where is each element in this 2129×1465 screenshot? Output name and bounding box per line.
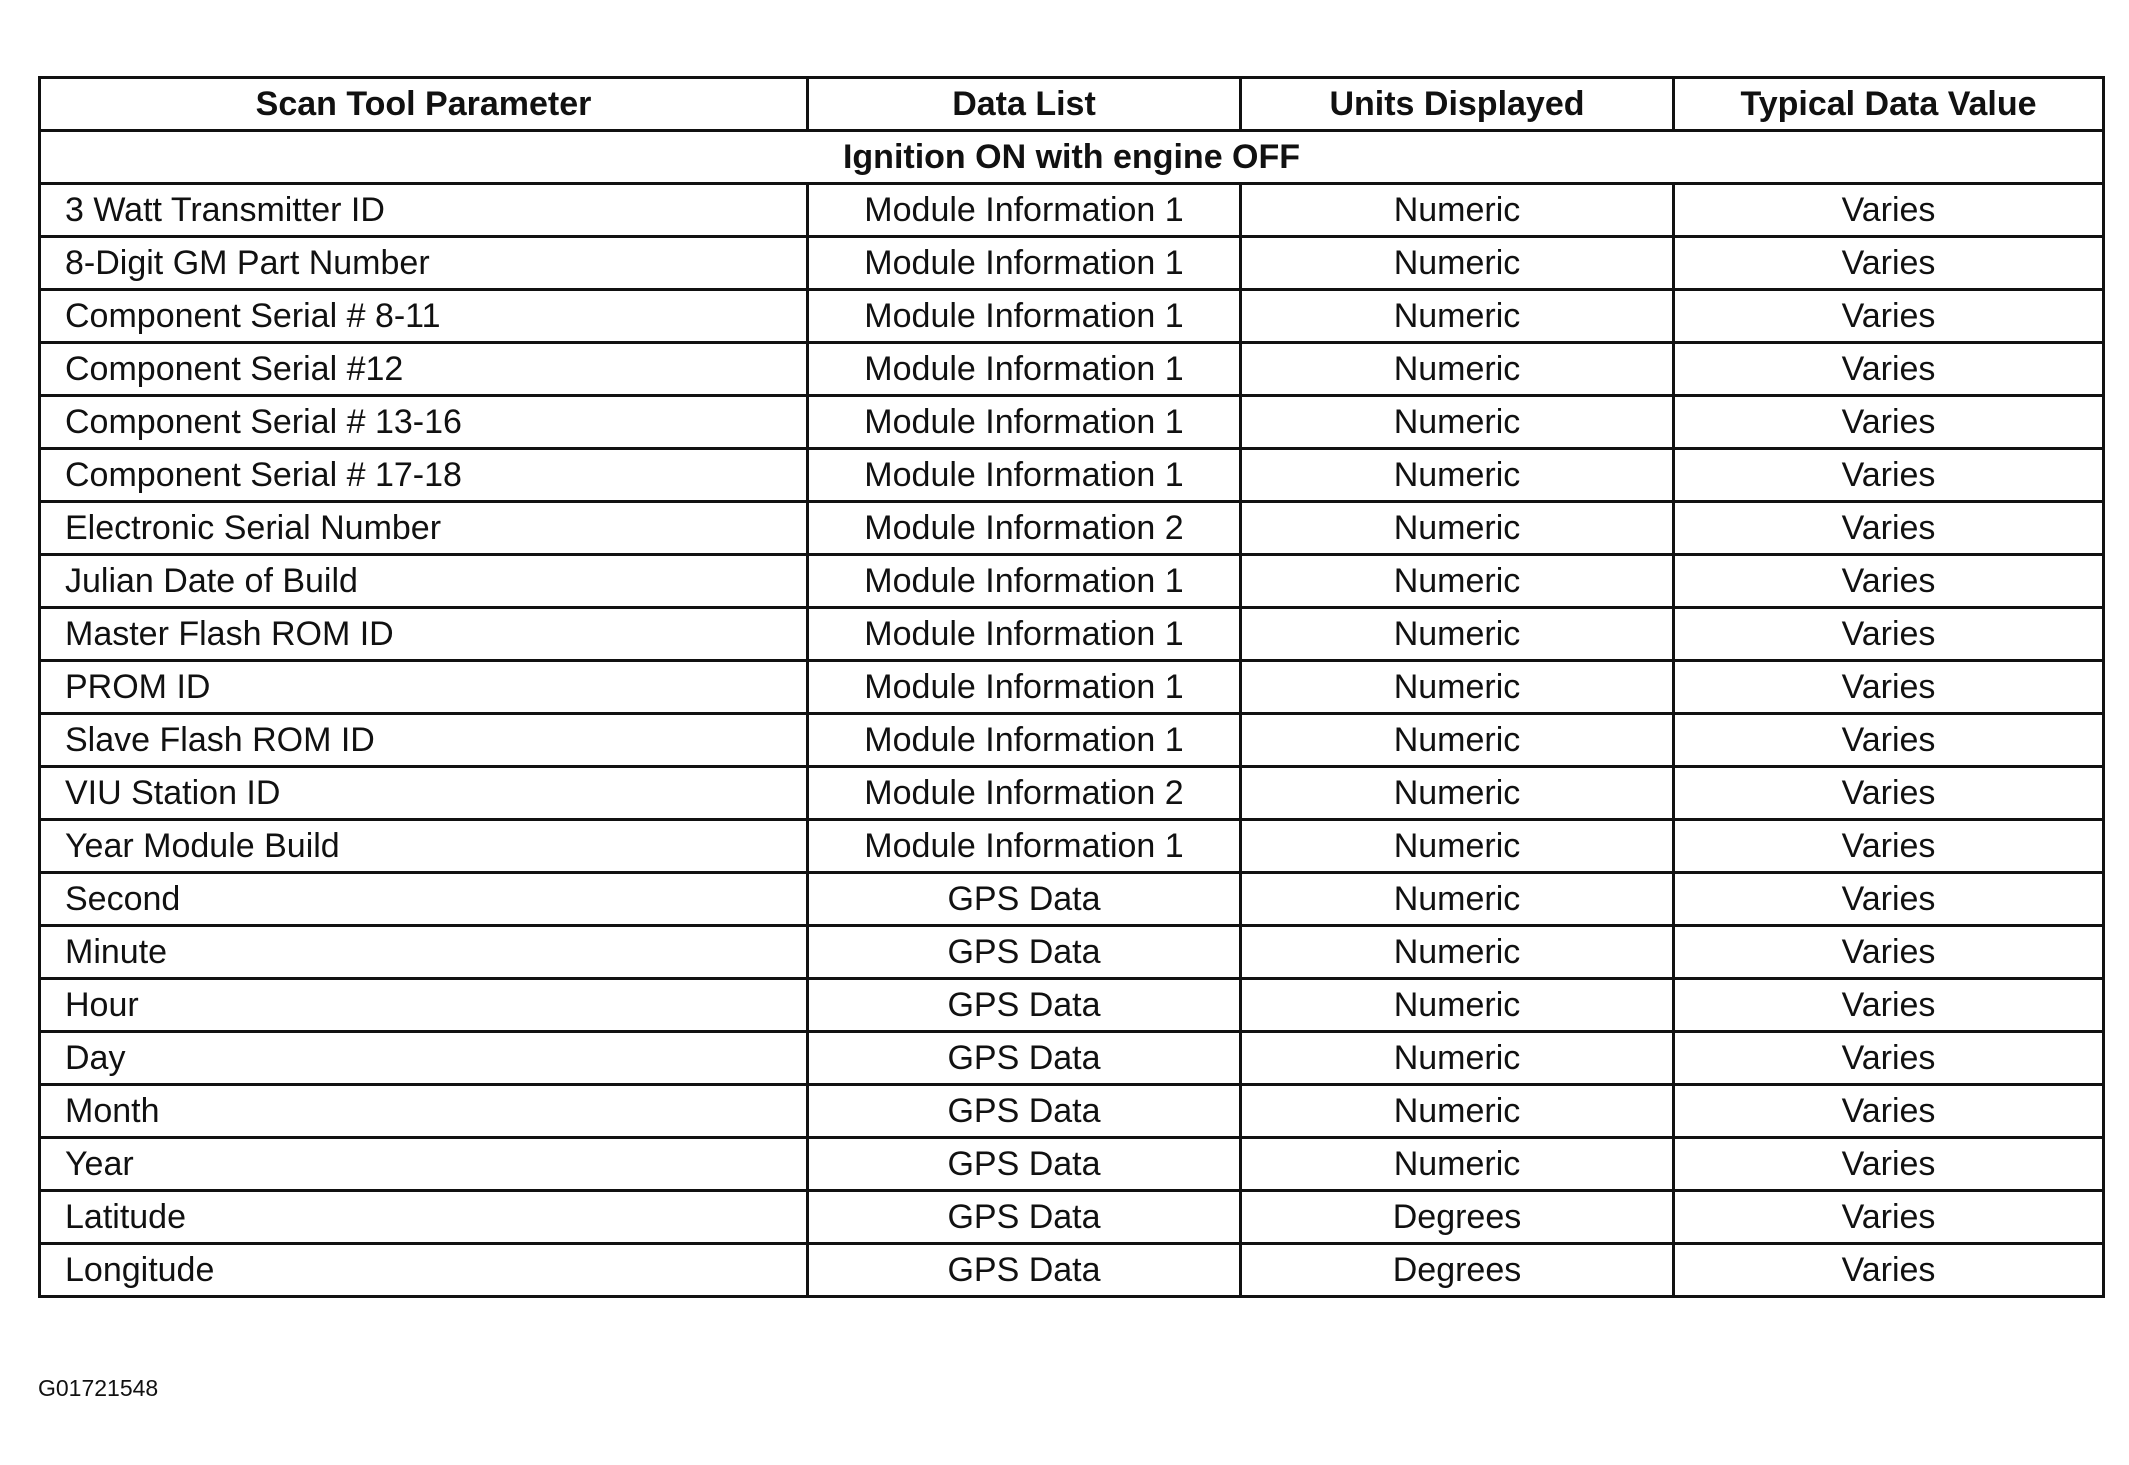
table-row [40, 237, 2104, 290]
table-row [40, 1191, 2104, 1244]
header-units-displayed: Units Displayed [1241, 78, 1674, 131]
cell-units: Numeric [1241, 1085, 1674, 1138]
table-row [40, 184, 2104, 237]
cell-units: Numeric [1241, 608, 1674, 661]
cell-data-list: GPS Data [808, 1244, 1241, 1297]
table-row [40, 1085, 2104, 1138]
cell-parameter: VIU Station ID [40, 767, 808, 820]
cell-data-list: Module Information 1 [808, 449, 1241, 502]
cell-parameter: Year Module Build [40, 820, 808, 873]
table-row [40, 396, 2104, 449]
cell-data-list: GPS Data [808, 979, 1241, 1032]
cell-units: Degrees [1241, 1191, 1674, 1244]
cell-units: Numeric [1241, 184, 1674, 237]
cell-typical-value: Varies [1674, 1244, 2104, 1297]
cell-units: Numeric [1241, 979, 1674, 1032]
cell-units: Numeric [1241, 820, 1674, 873]
cell-parameter: Master Flash ROM ID [40, 608, 808, 661]
cell-parameter: PROM ID [40, 661, 808, 714]
table-row [40, 343, 2104, 396]
cell-units: Numeric [1241, 873, 1674, 926]
cell-data-list: Module Information 1 [808, 343, 1241, 396]
cell-units: Numeric [1241, 767, 1674, 820]
cell-units: Numeric [1241, 396, 1674, 449]
table-row [40, 290, 2104, 343]
cell-units: Numeric [1241, 290, 1674, 343]
cell-units: Numeric [1241, 926, 1674, 979]
cell-parameter: Second [40, 873, 808, 926]
header-typical-data-value: Typical Data Value [1674, 78, 2104, 131]
cell-typical-value: Varies [1674, 1085, 2104, 1138]
cell-data-list: GPS Data [808, 926, 1241, 979]
cell-typical-value: Varies [1674, 1138, 2104, 1191]
table-row [40, 767, 2104, 820]
cell-typical-value: Varies [1674, 979, 2104, 1032]
header-data-list: Data List [808, 78, 1241, 131]
table-row [40, 926, 2104, 979]
cell-typical-value: Varies [1674, 820, 2104, 873]
table-row [40, 820, 2104, 873]
cell-typical-value: Varies [1674, 661, 2104, 714]
cell-data-list: GPS Data [808, 1085, 1241, 1138]
cell-typical-value: Varies [1674, 714, 2104, 767]
cell-typical-value: Varies [1674, 926, 2104, 979]
cell-data-list: GPS Data [808, 873, 1241, 926]
cell-parameter: Day [40, 1032, 808, 1085]
cell-data-list: GPS Data [808, 1138, 1241, 1191]
cell-units: Degrees [1241, 1244, 1674, 1297]
cell-data-list: Module Information 1 [808, 608, 1241, 661]
cell-data-list: Module Information 1 [808, 820, 1241, 873]
cell-typical-value: Varies [1674, 767, 2104, 820]
cell-typical-value: Varies [1674, 873, 2104, 926]
cell-parameter: Component Serial # 13-16 [40, 396, 808, 449]
cell-parameter: Slave Flash ROM ID [40, 714, 808, 767]
cell-typical-value: Varies [1674, 555, 2104, 608]
cell-parameter: 3 Watt Transmitter ID [40, 184, 808, 237]
cell-data-list: Module Information 1 [808, 714, 1241, 767]
table-row [40, 608, 2104, 661]
cell-units: Numeric [1241, 237, 1674, 290]
table-row [40, 502, 2104, 555]
cell-typical-value: Varies [1674, 449, 2104, 502]
cell-data-list: Module Information 1 [808, 555, 1241, 608]
table-row [40, 1244, 2104, 1297]
cell-units: Numeric [1241, 449, 1674, 502]
table-row [40, 555, 2104, 608]
table-row [40, 1032, 2104, 1085]
cell-data-list: GPS Data [808, 1032, 1241, 1085]
cell-data-list: Module Information 1 [808, 396, 1241, 449]
cell-typical-value: Varies [1674, 396, 2104, 449]
cell-data-list: Module Information 2 [808, 502, 1241, 555]
cell-data-list: Module Information 1 [808, 290, 1241, 343]
cell-typical-value: Varies [1674, 502, 2104, 555]
cell-parameter: Component Serial #12 [40, 343, 808, 396]
cell-typical-value: Varies [1674, 237, 2104, 290]
cell-data-list: Module Information 1 [808, 184, 1241, 237]
cell-typical-value: Varies [1674, 290, 2104, 343]
table-row [40, 714, 2104, 767]
figure-id: G01721548 [38, 1375, 159, 1401]
cell-data-list: GPS Data [808, 1191, 1241, 1244]
cell-data-list: Module Information 2 [808, 767, 1241, 820]
cell-units: Numeric [1241, 661, 1674, 714]
table-row [40, 979, 2104, 1032]
cell-parameter: Component Serial # 17-18 [40, 449, 808, 502]
table-body [40, 131, 2104, 1297]
cell-typical-value: Varies [1674, 343, 2104, 396]
section-row [40, 131, 2104, 184]
cell-typical-value: Varies [1674, 1032, 2104, 1085]
cell-parameter: Component Serial # 8-11 [40, 290, 808, 343]
cell-units: Numeric [1241, 555, 1674, 608]
cell-parameter: Minute [40, 926, 808, 979]
cell-typical-value: Varies [1674, 1191, 2104, 1244]
cell-units: Numeric [1241, 714, 1674, 767]
cell-parameter: Julian Date of Build [40, 555, 808, 608]
header-scan-tool-parameter: Scan Tool Parameter [40, 78, 808, 131]
cell-units: Numeric [1241, 343, 1674, 396]
cell-typical-value: Varies [1674, 184, 2104, 237]
table-row [40, 661, 2104, 714]
cell-parameter: 8-Digit GM Part Number [40, 237, 808, 290]
cell-parameter: Hour [40, 979, 808, 1032]
table-row [40, 449, 2104, 502]
scan-tool-data-table [38, 76, 2105, 1298]
cell-data-list: Module Information 1 [808, 237, 1241, 290]
table-header-row [40, 78, 2104, 131]
cell-units: Numeric [1241, 1138, 1674, 1191]
table-row [40, 1138, 2104, 1191]
cell-parameter: Latitude [40, 1191, 808, 1244]
cell-data-list: Module Information 1 [808, 661, 1241, 714]
table-row [40, 873, 2104, 926]
cell-typical-value: Varies [1674, 608, 2104, 661]
cell-parameter: Longitude [40, 1244, 808, 1297]
cell-parameter: Electronic Serial Number [40, 502, 808, 555]
cell-parameter: Year [40, 1138, 808, 1191]
cell-parameter: Month [40, 1085, 808, 1138]
cell-units: Numeric [1241, 502, 1674, 555]
cell-units: Numeric [1241, 1032, 1674, 1085]
section-title: Ignition ON with engine OFF [40, 131, 2104, 184]
